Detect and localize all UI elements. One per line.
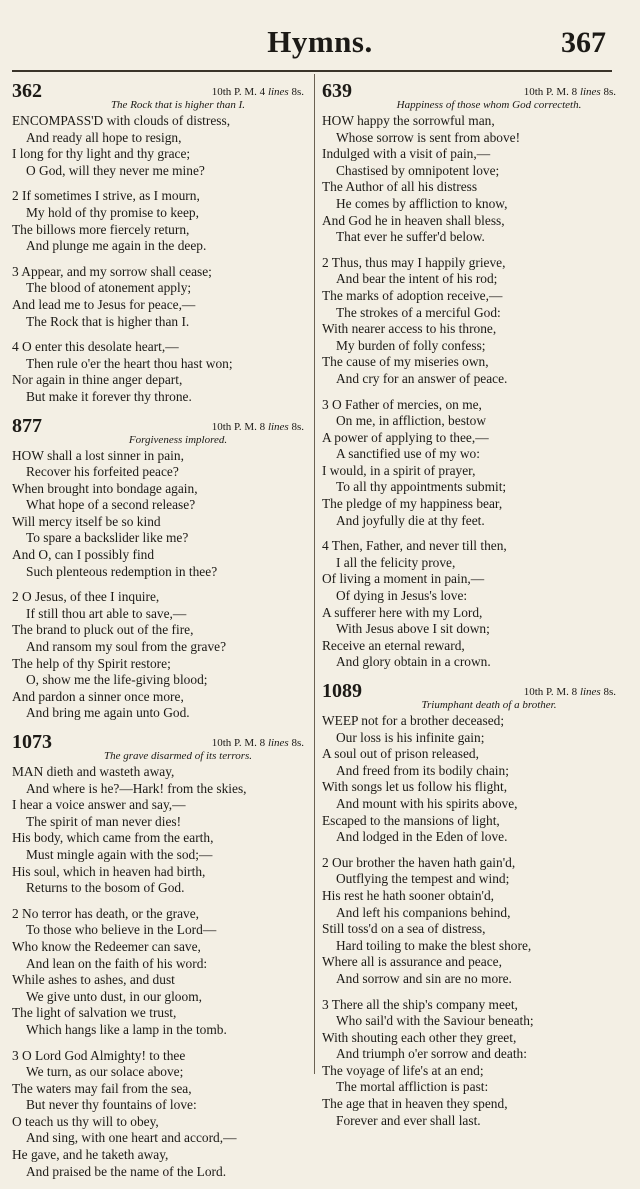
stanza <box>322 855 616 988</box>
verse-line: Which hangs like a lamp in the tomb. <box>26 1021 227 1037</box>
verse-line: The strokes of a merciful God: <box>336 304 501 320</box>
verse-line: 2 If sometimes I strive, as I mourn, <box>12 188 200 204</box>
verse-line: 2 O Jesus, of thee I inquire, <box>12 589 160 605</box>
verse-line: What hope of a second release? <box>26 497 196 513</box>
verse-line: 2 Thus, thus may I happily grieve, <box>322 254 506 270</box>
verse-line: Must mingle again with the sod;— <box>26 846 213 862</box>
verse-line: My hold of thy promise to keep, <box>26 204 199 220</box>
meter-lines: lines <box>267 737 289 749</box>
meter-lines: lines <box>579 86 601 98</box>
hymn-number: 1089 <box>322 680 362 702</box>
hymn-subtitle: The Rock that is higher than I. <box>110 99 246 111</box>
verse-line: MAN dieth and wasteth away, <box>12 764 175 779</box>
verse-line: And O, can I possibly find <box>12 547 155 563</box>
verse-line: The blood of atonement apply; <box>26 280 192 296</box>
verse-line: He comes by affliction to know, <box>336 195 508 211</box>
verse-line: ENCOMPASS'D with clouds of distress, <box>12 113 231 128</box>
verse-line: 3 Appear, and my sorrow shall cease; <box>12 263 212 279</box>
stanza <box>322 538 616 671</box>
verse-line: And plunge me again in the deep. <box>26 238 207 254</box>
verse-line: And mount with his spirits above, <box>336 795 518 811</box>
verse-line: We turn, as our solace above; <box>26 1064 184 1080</box>
hymn-meter <box>524 686 616 698</box>
verse-line: And triumph o'er sorrow and death: <box>336 1046 527 1062</box>
verse-line: He gave, and he taketh away, <box>12 1147 169 1163</box>
verse-line: When brought into bondage again, <box>12 480 198 496</box>
verse-line: Indulged with a visit of pain,— <box>322 146 491 162</box>
stanza <box>322 255 616 388</box>
hymn <box>12 731 304 1180</box>
verse-line: To all thy appointments submit; <box>336 479 507 495</box>
verse-line: And where is he?—Hark! from the skies, <box>26 780 247 796</box>
meter-prefix: 10th P. M. 8 <box>211 420 268 433</box>
verse-line: O God, will they never me mine? <box>26 162 205 178</box>
verse-line: O, show me the life-giving blood; <box>26 672 208 688</box>
verse-line: Nor again in thine anger depart, <box>12 372 183 388</box>
header-rule <box>12 70 612 72</box>
verse-line: Of living a moment in pain,— <box>322 571 485 587</box>
verse-line: 3 O Lord God Almighty! to thee <box>12 1047 186 1063</box>
verse-line: On me, in affliction, bestow <box>336 413 486 429</box>
verse-line: Will mercy itself be so kind <box>12 513 161 529</box>
hymn-header <box>322 680 616 702</box>
column-divider <box>314 74 315 1074</box>
verse-line: A sanctified use of my wo: <box>336 446 480 462</box>
verse-line: Our loss is his infinite gain; <box>336 729 485 745</box>
hymn-subtitle: Triumphant death of a brother. <box>421 699 557 711</box>
verse-line: His rest he hath sooner obtain'd, <box>322 887 494 903</box>
hymn <box>12 80 304 406</box>
stanza <box>12 339 304 405</box>
verse-line: His soul, which in heaven had birth, <box>12 863 206 879</box>
verse-line: Receive an eternal reward, <box>322 637 465 653</box>
verse-line: The marks of adoption receive,— <box>322 287 503 303</box>
verse-line: Who know the Redeemer can save, <box>12 938 201 954</box>
verse-line: His body, which came from the earth, <box>12 830 214 846</box>
stanza <box>12 1048 304 1181</box>
stanza <box>322 397 616 530</box>
verse-line: And lean on the faith of his word: <box>26 955 208 971</box>
verse-line: While ashes to ashes, and dust <box>12 972 175 988</box>
hymn-number: 639 <box>322 80 352 102</box>
hymn <box>322 680 616 1129</box>
stanza <box>322 113 616 246</box>
hymn-subtitle: Forgiveness implored. <box>128 433 228 446</box>
verse-line: With nearer access to his throne, <box>322 321 497 337</box>
verse-line: Recover his forfeited peace? <box>26 464 179 480</box>
verse-line: And pardon a sinner once more, <box>12 688 184 704</box>
verse-line: Hard toiling to make the blest shore, <box>336 937 532 953</box>
verse-line: Outflying the tempest and wind; <box>336 871 510 887</box>
verse-line: That ever he suffer'd below. <box>336 229 485 245</box>
meter-suffix: 8s. <box>288 737 304 749</box>
hymn-meter <box>524 86 616 98</box>
hymn-header <box>322 80 616 102</box>
verse-line: Whose sorrow is sent from above! <box>336 129 521 145</box>
verse-line: And glory obtain in a crown. <box>336 654 491 670</box>
verse-line: Escaped to the mansions of light, <box>322 812 500 828</box>
verse-line: The pledge of my happiness bear, <box>322 496 503 512</box>
verse-line: But never thy fountains of love: <box>26 1097 197 1113</box>
verse-line: The cause of my miseries own, <box>322 354 489 370</box>
stanza <box>12 264 304 330</box>
meter-prefix: 10th P. M. 8 <box>211 737 268 749</box>
verse-line: The age that in heaven they spend, <box>322 1096 508 1112</box>
verse-line: I hear a voice answer and say,— <box>12 797 186 813</box>
verse-line: And lead me to Jesus for peace,— <box>12 296 196 312</box>
hymn <box>12 415 304 723</box>
verse-line: Still toss'd on a sea of distress, <box>322 921 486 937</box>
meter-prefix: 10th P. M. 8 <box>523 686 580 698</box>
verse-line: Who sail'd with the Saviour beneath; <box>336 1013 534 1029</box>
page-title: Hymns. <box>267 24 373 59</box>
verse-line: The brand to pluck out of the fire, <box>12 622 194 638</box>
verse-line: WEEP not for a brother deceased; <box>322 713 505 728</box>
verse-line: I would, in a spirit of prayer, <box>322 462 476 478</box>
verse-line: And bring me again unto God. <box>26 705 190 721</box>
meter-prefix: 10th P. M. 4 <box>211 86 268 98</box>
meter-suffix: 8s. <box>288 86 304 98</box>
verse-line: To spare a backslider like me? <box>26 530 189 546</box>
verse-line: And bear the intent of his rod; <box>336 271 498 287</box>
verse-line: The spirit of man never dies! <box>26 813 182 829</box>
verse-line: I long for thy light and thy grace; <box>12 146 191 162</box>
verse-line: Such plenteous redemption in thee? <box>26 563 218 579</box>
verse-line: The light of salvation we trust, <box>12 1005 177 1021</box>
verse-line: The Rock that is higher than I. <box>26 313 190 329</box>
verse-line: Forever and ever shall last. <box>336 1112 481 1128</box>
verse-line: A soul out of prison released, <box>322 746 479 762</box>
verse-line: The waters may fail from the sea, <box>12 1080 192 1096</box>
verse-line: With shouting each other they greet, <box>322 1029 517 1045</box>
verse-line: We give unto dust, in our gloom, <box>26 988 202 1004</box>
meter-lines: lines <box>267 86 289 98</box>
verse-line: With Jesus above I sit down; <box>336 621 490 637</box>
verse-line: And joyfully die at thy feet. <box>336 512 485 528</box>
verse-line: HOW happy the sorrowful man, <box>322 113 495 128</box>
hymn-meter <box>212 421 304 433</box>
meter-lines: lines <box>267 420 289 433</box>
hymn-subtitle: Happiness of those whom God correcteth. <box>396 99 582 111</box>
verse-line: 3 O Father of mercies, on me, <box>322 396 482 412</box>
verse-line: And God he in heaven shall bless, <box>322 212 505 228</box>
verse-line: And cry for an answer of peace. <box>336 370 508 386</box>
hymn-meter <box>212 737 304 749</box>
verse-line: And sorrow and sin are no more. <box>336 970 512 986</box>
hymn-number: 1073 <box>12 731 52 753</box>
verse-line: 2 No terror has death, or the grave, <box>12 905 200 921</box>
verse-line: And lodged in the Eden of love. <box>336 829 508 845</box>
hymn <box>322 80 616 671</box>
verse-line: Of dying in Jesus's love: <box>336 588 468 604</box>
left-column <box>12 80 304 1189</box>
hymn-header <box>12 415 304 437</box>
page-header <box>0 0 640 70</box>
stanza <box>322 997 616 1130</box>
verse-line: Then rule o'er the heart thou hast won; <box>26 355 233 371</box>
verse-line: 2 Our brother the haven hath gain'd, <box>322 854 516 870</box>
meter-prefix: 10th P. M. 8 <box>523 86 580 98</box>
verse-line: A power of applying to thee,— <box>322 429 489 445</box>
hymn-subtitle: The grave disarmed of its terrors. <box>103 750 253 762</box>
hymn-number: 362 <box>12 80 42 102</box>
verse-line: And praised be the name of the Lord. <box>26 1163 227 1179</box>
verse-line: 4 O enter this desolate heart,— <box>12 339 179 355</box>
verse-line: And ready all hope to resign, <box>26 129 182 145</box>
verse-line: And sing, with one heart and accord,— <box>26 1130 237 1146</box>
verse-line: And ransom my soul from the grave? <box>26 639 227 655</box>
verse-line: Returns to the bosom of God. <box>26 880 185 896</box>
verse-line: If still thou art able to save,— <box>26 605 187 621</box>
verse-line: O teach us thy will to obey, <box>12 1113 159 1129</box>
verse-line: To those who believe in the Lord— <box>26 922 217 938</box>
stanza <box>12 764 304 897</box>
meter-suffix: 8s. <box>600 686 616 698</box>
verse-line: The Author of all his distress <box>322 179 478 195</box>
stanza <box>12 589 304 722</box>
verse-line: The voyage of life's at an end; <box>322 1062 484 1078</box>
verse-line: The mortal affliction is past: <box>336 1079 489 1095</box>
verse-line: With songs let us follow his flight, <box>322 779 508 795</box>
hymn-header <box>12 80 304 102</box>
stanza <box>12 113 304 179</box>
right-column <box>322 80 616 1138</box>
hymn-header <box>12 731 304 753</box>
meter-suffix: 8s. <box>600 86 616 98</box>
verse-line: But make it forever thy throne. <box>26 388 192 404</box>
verse-line: Chastised by omnipotent love; <box>336 162 500 178</box>
stanza <box>12 188 304 254</box>
verse-line: 3 There all the ship's company meet, <box>322 996 518 1012</box>
stanza <box>12 906 304 1039</box>
verse-line: Where all is assurance and peace, <box>322 954 502 970</box>
meter-suffix: 8s. <box>288 420 304 433</box>
stanza <box>322 713 616 846</box>
verse-line: My burden of folly confess; <box>336 337 486 353</box>
hymn-meter <box>212 86 304 98</box>
verse-line: The help of thy Spirit restore; <box>12 655 171 671</box>
verse-line: And freed from its bodily chain; <box>336 762 509 778</box>
stanza <box>12 448 304 581</box>
verse-line: The billows more fiercely return, <box>12 221 190 237</box>
verse-line: And left his companions behind, <box>336 904 511 920</box>
verse-line: A sufferer here with my Lord, <box>322 604 483 620</box>
verse-line: HOW shall a lost sinner in pain, <box>12 447 184 463</box>
hymn-number: 877 <box>12 414 42 437</box>
meter-lines: lines <box>579 686 601 698</box>
verse-line: 4 Then, Father, and never till then, <box>322 538 507 554</box>
page-number: 367 <box>561 26 606 59</box>
verse-line: I all the felicity prove, <box>336 554 456 570</box>
